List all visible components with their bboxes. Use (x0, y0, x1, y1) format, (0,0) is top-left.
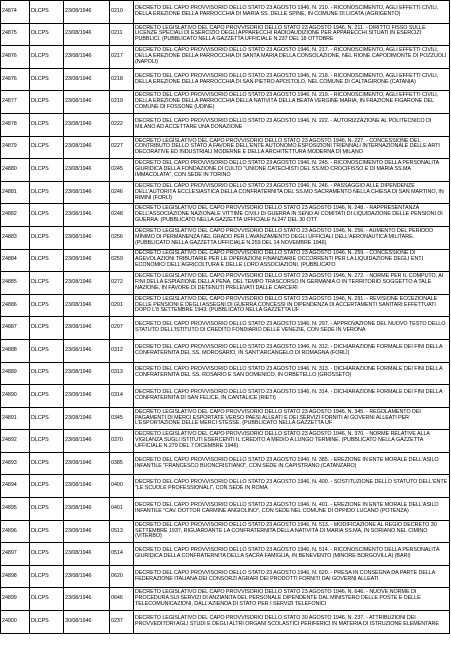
act-description: DECRETO DEL CAPO PROVVISORIO DELLO STATO 23 AGOSTO 1946, N. 513. - MODIFICAZIONE AL REGIO DECRETO 30 SETTEMBRE 1937, RIGUARDANTE LA CONFRATERNITA DELLA NATIVITÀ DI MARIA SS.MA, IN SORIANO NEL CIMINO (VITERBO) (134, 520, 450, 543)
record-number: 24880 (1, 159, 30, 182)
table-row (1, 317, 450, 340)
act-type: DLCPS (30, 565, 64, 588)
act-date: 23/08/1946 (64, 475, 110, 498)
act-type: DLCPS (30, 1, 64, 24)
act-date: 23/08/1946 (64, 452, 110, 475)
act-description: DECRETO DEL CAPO PROVVISORIO DELLO STATO 23 AGOSTO 1946, N. 219. - RICONOSCIMENTO, AGLI EFFETTI CIVILI, DELLA EREZIONE DELLA PARROCCHIA DELLA NATIVITÀ DELLA BEATA VERGINE MARIA, IN FRAZIONE FIGARONE DEL COMUNE DI FOSSONE (UDINE) (134, 91, 450, 114)
record-number: 24899 (1, 588, 30, 611)
act-type: DLCPS (30, 204, 64, 227)
record-number: 24874 (1, 1, 30, 24)
act-description: DECRETO DEL CAPO PROVVISORIO DELLO STATO 23 AGOSTO 1946, N. 385. - EREZIONE IN ENTE MORALE DELL'ASILO INFANTILE "FRANCESCO BUONCRISTIANO", CON SEDE IN CAPISTRANO (CATANZARO) (134, 452, 450, 475)
table-row (1, 565, 450, 588)
act-number: 0222 (110, 113, 134, 136)
table-row (1, 588, 450, 611)
act-number: 0313 (110, 362, 134, 385)
record-number: 24876 (1, 46, 30, 69)
act-type: DLCPS (30, 113, 64, 136)
act-type: DLCPS (30, 249, 64, 272)
record-number: 24890 (1, 385, 30, 408)
record-number: 24889 (1, 362, 30, 385)
act-date: 23/08/1946 (64, 68, 110, 91)
act-date: 23/08/1946 (64, 23, 110, 46)
act-type: DLCPS (30, 385, 64, 408)
table-row (1, 136, 450, 159)
act-type: DLCPS (30, 520, 64, 543)
act-date: 23/08/1946 (64, 407, 110, 430)
act-number: 0218 (110, 68, 134, 91)
table-row (1, 226, 450, 249)
record-number: 24881 (1, 181, 30, 204)
act-number: 0345 (110, 407, 134, 430)
act-description: DECRETO DEL CAPO PROVVISORIO DELLO STATO 23 AGOSTO 1946, N. 314. - DICHIARAZIONE FORMALE DEI FINI DELLA CONFRATERNITA DI SAN FELICE, IN CANTALICE (RIETI) (134, 385, 450, 408)
act-number: 0514 (110, 543, 134, 566)
act-type: DLCPS (30, 430, 64, 453)
act-description: DECRETO LEGISLATIVO DEL CAPO PROVVISORIO DELLO STATO 23 AGOSTO 1946, N. 291. - REVISIONE ECCEZIONALE DELLE PENSIONI E DEGLI ASSEGNI DI GUERRA CONCESSI IN DIPENDENZA DI ACCERTAMENTI SANITARI EFFETTUATI DOPO L'8 SETTEMBRE 1943. (PUBBLICATO NELLA GAZZETTA UF (134, 294, 450, 317)
act-date: 23/08/1946 (64, 272, 110, 295)
act-description: DECRETO DEL CAPO PROVVISORIO DELLO STATO 23 AGOSTO 1946, N. 400. - SOSTITUZIONE DELLO STATUTO DELL'ENTE "LE SCUOLE PROFESSIONALI", CON SEDE IN ROMA (134, 475, 450, 498)
act-date: 30/08/1946 (64, 611, 110, 634)
act-type: DLCPS (30, 68, 64, 91)
table-row (1, 385, 450, 408)
act-date: 23/08/1946 (64, 317, 110, 340)
act-type: DLCPS (30, 588, 64, 611)
act-number: 0291 (110, 294, 134, 317)
table-row (1, 181, 450, 204)
act-description: DECRETO DEL CAPO PROVVISORIO DELLO STATO 23 AGOSTO 1946, N. 514. - RICONOSCIMENTO DELLA PERSONALITÀ GIURIDICA DELLA CONFRATERNITA DELLA SACRA FAMIGLIA, IN BENEVENTO (MINORE BORGOVILLA) (BARI) (134, 543, 450, 566)
act-type: DLCPS (30, 159, 64, 182)
record-number: 24887 (1, 317, 30, 340)
record-number: 24898 (1, 565, 30, 588)
table-row (1, 498, 450, 521)
act-description: DECRETO LEGISLATIVO DEL CAPO PROVVISORIO DELLO STATO 23 AGOSTO 1946, N. 345. - REGOLAMENTO DEI PAGAMENTI DI MERCI ESPORTATE VERSO PAESI ALLEATI E DEI SERVIZI FORNITI AI GOVERNI ALLEATI PER L'ESPORTAZIONE DELLE MERCI STESSE. (PUBBLICATO NELLA GAZZETTA UF (134, 407, 450, 430)
act-number: 0246 (110, 181, 134, 204)
act-description: DECRETO DEL CAPO PROVVISORIO DELLO STATO 23 AGOSTO 1946, N. 313. - DICHIARAZIONE FORMALE DEI FINI DELLA CONFRATERNITA DEL SS. ROSARIO E SAN DOMENICO, IN ORBETELLO (GROSSETO) (134, 362, 450, 385)
act-number: 0219 (110, 91, 134, 114)
act-date: 23/08/1946 (64, 91, 110, 114)
act-date: 23/08/1946 (64, 204, 110, 227)
act-type: DLCPS (30, 452, 64, 475)
act-type: DLCPS (30, 498, 64, 521)
record-number: 24876 (1, 68, 30, 91)
act-number: 0237 (110, 611, 134, 634)
table-row (1, 272, 450, 295)
act-number: 0513 (110, 520, 134, 543)
table-row (1, 611, 450, 634)
table-row (1, 543, 450, 566)
act-type: DLCPS (30, 362, 64, 385)
record-number: 24883 (1, 226, 30, 249)
act-number: 0227 (110, 136, 134, 159)
act-type: DLCPS (30, 475, 64, 498)
act-description: DECRETO LEGISLATIVO DEL CAPO PROVVISORIO DELLO STATO 23 AGOSTO 1946, N. 227. - CONCESSIONE DEL CONTRIBUTO DELLO STATO A FAVORE DELL'ENTE AUTONOMO ESPOSIZIONI TRIENNALI INTERNAZIONALE DELLE ARTI DECORATIVE ED INDUSTRIALI MODERNE E DELLA ARCHITETTURA MODERNA DI MILANO (134, 136, 450, 159)
record-number: 24885 (1, 272, 30, 295)
act-type: DLCPS (30, 294, 64, 317)
act-type: DLCPS (30, 136, 64, 159)
act-description: DECRETO DEL CAPO PROVVISORIO DELLO STATO 23 AGOSTO 1946, N. 246. - PASSAGGIO ALLE DIPENDENZE DELL'AUTORITÀ ECCLESIASTICA DELLA CONFRATERNITA DEL SS.MO SACRAMENTO NELLA CHIESA DI SAN MARTINO, IN RIMINI (FORLÌ) (134, 181, 450, 204)
table-row (1, 68, 450, 91)
act-date: 23/08/1946 (64, 181, 110, 204)
act-date: 23/08/1946 (64, 294, 110, 317)
record-number: 24892 (1, 430, 30, 453)
act-type: DLCPS (30, 91, 64, 114)
act-number: 0259 (110, 249, 134, 272)
act-type: DLCPS (30, 46, 64, 69)
act-date: 23/08/1946 (64, 385, 110, 408)
act-number: 0297 (110, 317, 134, 340)
act-type: DLCPS (30, 181, 64, 204)
table-row (1, 339, 450, 362)
act-description: DECRETO LEGISLATIVO DEL CAPO PROVVISORIO DELLO STATO 23 AGOSTO 1946, N. 370. - NORME RELATIVE ALLA VIGILANZA SUGLI ISTITUTI ESERCENTI IL CREDITO A MEDIO A LUNGO TERMINE. (PUBBLICATO NELLA GAZZETTA UFFICIALE N.279 DEL 7 DICEMBRE 1946) (134, 430, 450, 453)
record-number: 24882 (1, 204, 30, 227)
act-description: DECRETO DEL CAPO PROVVISORIO DELLO STATO 23 AGOSTO 1946, N. 401. - EREZIONE IN ENTE MORALE DELL'ASILO INFANTILE "CAV. DOTTOR CARMINE ANGIOLINO", CON SEDE NEL COMUNE DI OPPIDO LUCANO (POTENZA) (134, 498, 450, 521)
act-type: DLCPS (30, 339, 64, 362)
act-date: 23/08/1946 (64, 565, 110, 588)
act-description: DECRETO DEL CAPO PROVVISORIO DELLO STATO 23 AGOSTO 1946, N. 245. - RICONOSCIMENTO DELLA PERSONALITA GIURIDICA DELLA FONDAZIONE DI CULTO "UNIONE CATECHISTI DEL SS.MO CROCIFISSO E DI MARIA SS.MA IMMACOLATA", CON SEDE IN TORINO (134, 159, 450, 182)
act-date: 23/08/1946 (64, 498, 110, 521)
decree-table-body (1, 1, 450, 634)
act-number: 0210 (110, 1, 134, 24)
act-description: DECRETO LEGISLATIVO DEL CAPO PROVVISORIO DELLO STATO 23 AGOSTO 1946, N. 259. - CONCESSIONE DI AGEVOLAZIONI TRIBUTARIE PER LE OPERAZIONI FINANZIARIE OCCORRENTI PER LA LIQUIDAZIONE DEGLI ENTI ECONOMICI DELL'AGRICOLTURA E DELLE LORO ASSOCIAZIONI. (PUBBLICATO (134, 249, 450, 272)
act-date: 23/08/1946 (64, 46, 110, 69)
act-type: DLCPS (30, 611, 64, 634)
act-description: DECRETO LEGISLATIVO DEL CAPO PROVVISORIO DELLO STATO 23 AGOSTO 1946, N. 211. - DIRITTO FISSO SULLE LICENZE SPECIALI DI ESERCIZIO DEGLI APPARECCHI RADIOAUDIZIONE PER APPARECCHI SITUATI IN ESERCIZI PUBBLICI. (PUBBLICATO NELLA GAZZETTA UFFICIALE N.237 DEL 18 OTTOBRE (134, 23, 450, 46)
act-date: 23/08/1946 (64, 159, 110, 182)
act-date: 23/08/1946 (64, 1, 110, 24)
act-number: 0312 (110, 339, 134, 362)
act-description: DECRETO LEGISLATIVO DEL CAPO PROVVISORIO DELLO STATO 23 AGOSTO 1946, N. 272. - NORME PER IL COMPUTO, AI FINI DELLA ESPIAZIONE DELLA PENA, DEL TEMPO TRASCORSO IN GERMANIA O IN TERRITORIO SOGGETTO A TALE NAZIONE, IN FAVORE DI DETENUTI PRELEVATI DALLE CARCERI (134, 272, 450, 295)
table-row (1, 294, 450, 317)
act-description: DECRETO LEGISLATIVO DEL CAPO PROVVISORIO DELLO STATO 30 AGOSTO 1946, N. 237. - ATTRIBUZIONI DEI PROVVEDITORI AGLI STUDI E DEGLI ALTRI ORGANI SCOLASTICI PERIFERICI IN MATERIA DI ISTRUZIONE ELEMENTARE (134, 611, 450, 634)
act-number: 0272 (110, 272, 134, 295)
act-description: DECRETO DEL CAPO PROVVISORIO DELLO STATO 23 AGOSTO 1946, N. 620. - PRESA IN CONSEGNA DA PARTE DELLA FEDERAZIONE ITALIANA DEI CONSORZI AGRARI DEI PRODOTTI FORNITI DAI GOVERNI ALLEATI (134, 565, 450, 588)
record-number: 24896 (1, 520, 30, 543)
act-description: DECRETO DEL CAPO PROVVISORIO DELLO STATO 23 AGOSTO 1946, N. 312. - DICHIARAZIONE FORMALE DEI FINI DELLA CONFRATERNITA DEL SS. MOROSARIO, IN SANT'ARCANGELO DI ROMAGNA (FORLÌ) (134, 339, 450, 362)
record-number: 24900 (1, 611, 30, 634)
act-description: DECRETO LEGISLATIVO DEL CAPO PROVVISORIO DELLO STATO 23 AGOSTO 1946, N. 248. - RAPPRESENTANZA DELL'ASSOCIAZIONE NAZIONALE VITTIME CIVILI DI GUERRA IN SENO AI COMITATI DI LIQUIDAZIONE DELLE PENSIONI DI GUERRA. (PUBBLICATO NELLA GAZZETTA UFFICIALE N.247 DEL 30 OTT (134, 204, 450, 227)
act-number: 0248 (110, 204, 134, 227)
record-number: 24877 (1, 91, 30, 114)
act-number: 0211 (110, 23, 134, 46)
record-number: 24886 (1, 294, 30, 317)
act-number: 0217 (110, 46, 134, 69)
act-description: DECRETO DEL CAPO PROVVISORIO DELLO STATO 23 AGOSTO 1946, N. 217. - RICONOSCIMENTO, AGLI EFFETTI CIVILI, DELLA EREZIONE DELLA PARROCCHIA DI SANTA MARIA DELLA CONSOLAZIONE, NEL RIONE CAPODIMONTE DI POZZUOLI (NAPOLI) (134, 46, 450, 69)
act-description: DECRETO LEGISLATIVO DEL CAPO PROVVISORIO DELLO STATO 23 AGOSTO 1946, N. 646. - NUOVE NORME DI PROCEDURA SUI SERVIZI DI ANZIANITA DEL PERSONALE DIPENDENTE DAL MINISTERO DELLE POSTE E DELLE TELECOMUNICAZIONI, DALL'AZIENDA DI STATO PER I SERVIZI TELEFONICI (134, 588, 450, 611)
act-type: DLCPS (30, 407, 64, 430)
table-row (1, 91, 450, 114)
table-row (1, 452, 450, 475)
act-date: 23/08/1946 (64, 136, 110, 159)
act-date: 23/08/1946 (64, 430, 110, 453)
record-number: 24894 (1, 475, 30, 498)
record-number: 24893 (1, 452, 30, 475)
table-row (1, 362, 450, 385)
record-number: 24875 (1, 23, 30, 46)
act-date: 23/08/1946 (64, 588, 110, 611)
act-date: 23/08/1946 (64, 543, 110, 566)
table-row (1, 407, 450, 430)
record-number: 24897 (1, 543, 30, 566)
record-number: 24879 (1, 136, 30, 159)
act-number: 0370 (110, 430, 134, 453)
act-type: DLCPS (30, 272, 64, 295)
act-number: 0245 (110, 159, 134, 182)
act-description: DECRETO LEGISLATIVO DEL CAPO PROVVISORIO DELLO STATO 23 AGOSTO 1946, N. 256. - AUMENTO DEL PERIODO MINIMO DI PERMANENZA NEL GRADO PER L'AVANZAMENTO DEGLI UFFICIALI DELL'AERONAUTICA MILITARE. (PUBBLICATO NELLA GAZZETTA UFFICIALE N.259 DEL 14 NOVEMBRE 1946) (134, 226, 450, 249)
act-number: 0646 (110, 588, 134, 611)
act-type: DLCPS (30, 226, 64, 249)
table-row (1, 46, 450, 69)
record-number: 24891 (1, 407, 30, 430)
record-number: 24888 (1, 339, 30, 362)
record-number: 24884 (1, 249, 30, 272)
table-row (1, 520, 450, 543)
act-type: DLCPS (30, 543, 64, 566)
act-description: DECRETO DEL CAPO PROVVISORIO DELLO STATO 23 AGOSTO 1946, N. 222. - AUTORIZZAZIONE AL POLITECNICO DI MILANO AD ACCETTARE UNA DONAZIONE (134, 113, 450, 136)
table-row (1, 475, 450, 498)
act-date: 23/08/1946 (64, 362, 110, 385)
table-row (1, 159, 450, 182)
act-description: DECRETO DEL CAPO PROVVISORIO DELLO STATO 23 AGOSTO 1946, N. 297. - APPROVAZIONE DEL NUOVO TESTO DELLO STATUTO DELL'ISTITUTO DI CREDITO FONDIARIO DELLE VENEZIE, CON SEDE IN VERONA (134, 317, 450, 340)
act-date: 23/08/1946 (64, 339, 110, 362)
table-row (1, 23, 450, 46)
record-number: 24895 (1, 498, 30, 521)
act-number: 0314 (110, 385, 134, 408)
table-row (1, 249, 450, 272)
act-date: 23/08/1946 (64, 226, 110, 249)
table-row (1, 1, 450, 24)
record-number: 24878 (1, 113, 30, 136)
table-row (1, 204, 450, 227)
act-date: 23/08/1946 (64, 520, 110, 543)
act-type: DLCPS (30, 23, 64, 46)
act-description: DECRETO DEL CAPO PROVVISORIO DELLO STATO 23 AGOSTO 1946, N. 218. - RICONOSCIMENTO, AGLI EFFETTI CIVILI, DELLA EREZIONE DELLA PARROCCHIA DI SAN PIETRO APOSTOLO, NEL COMUNE DI CALTAGIRONE (CATANIA) (134, 68, 450, 91)
act-number: 0385 (110, 452, 134, 475)
act-number: 0400 (110, 475, 134, 498)
act-type: DLCPS (30, 317, 64, 340)
table-row (1, 430, 450, 453)
act-date: 23/08/1946 (64, 113, 110, 136)
act-number: 0256 (110, 226, 134, 249)
act-description: DECRETO DEL CAPO PROVVISORIO DELLO STATO 23 AGOSTO 1946, N. 210. - RICONOSCIMENTO, AGLI EFFETTI CIVILI, DELLA EREZIONE DELLA PARROCCHIA DI MARIA SS. DELLE SPINE, IN COMUNE DI LICATA (AGRIGENTO) (134, 1, 450, 24)
act-number: 0620 (110, 565, 134, 588)
table-row (1, 113, 450, 136)
act-date: 23/08/1946 (64, 249, 110, 272)
act-number: 0401 (110, 498, 134, 521)
